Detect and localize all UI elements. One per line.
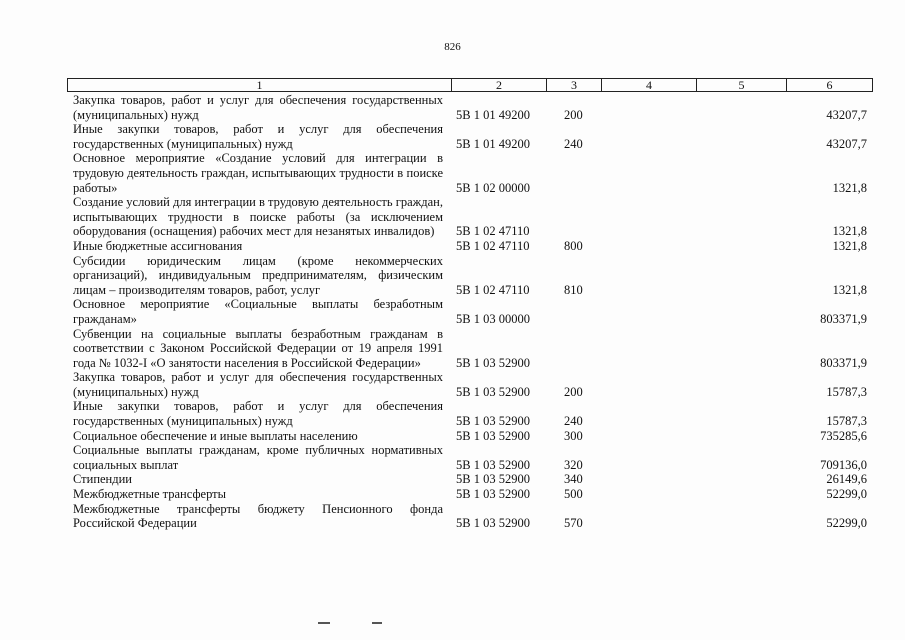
row-amount: 735285,6	[820, 428, 867, 443]
row-amount: 1321,8	[832, 180, 867, 195]
row-expense-type: 340	[564, 472, 583, 487]
row-code: 5В 1 03 52900	[456, 414, 530, 429]
row-name: Стипендии	[73, 472, 132, 487]
header-col-2: 2	[451, 79, 546, 91]
row-code: 5В 1 03 52900	[456, 428, 530, 443]
table-row	[0, 472, 905, 487]
row-name: Иные закупки товаров, работ и услуг для обеспечения государственных (муниципальных) нужд	[73, 122, 443, 151]
row-amount: 1321,8	[832, 224, 867, 239]
row-code: 5В 1 01 49200	[456, 136, 530, 151]
row-expense-type: 200	[564, 384, 583, 399]
row-amount: 1321,8	[832, 282, 867, 297]
row-name: Субвенции на социальные выплаты безработным гражданам в соответствии с Законом Российской Федерации от 19 апреля 1991 года № 1032-I «О занятости населения в Российской Федерации»	[73, 326, 443, 370]
header-col-5: 5	[696, 79, 786, 91]
row-amount: 26149,6	[826, 472, 867, 487]
row-amount: 43207,7	[826, 107, 867, 122]
row-code: 5В 1 03 00000	[456, 311, 530, 326]
row-code: 5В 1 03 52900	[456, 384, 530, 399]
row-name: Социальное обеспечение и иные выплаты населению	[73, 428, 358, 443]
row-name: Межбюджетные трансферты	[73, 487, 227, 502]
row-amount: 709136,0	[820, 457, 867, 472]
row-expense-type: 200	[564, 107, 583, 122]
scan-mark	[372, 622, 382, 624]
table-row	[0, 487, 905, 502]
header-col-3: 3	[546, 79, 601, 91]
table-body	[0, 93, 905, 531]
row-code: 5В 1 03 52900	[456, 472, 530, 487]
row-code: 5В 1 02 47110	[456, 238, 530, 253]
header-col-6: 6	[786, 79, 872, 91]
row-code: 5В 1 03 52900	[456, 487, 530, 502]
row-code: 5В 1 02 00000	[456, 180, 530, 195]
row-amount: 803371,9	[820, 311, 867, 326]
row-amount: 1321,8	[832, 238, 867, 253]
table-row	[0, 327, 905, 371]
table-row	[0, 151, 905, 195]
row-expense-type: 570	[564, 516, 583, 531]
table-row	[0, 122, 905, 151]
row-expense-type: 500	[564, 487, 583, 502]
table-row	[0, 370, 905, 399]
header-col-4: 4	[601, 79, 696, 91]
row-code: 5В 1 03 52900	[456, 355, 530, 370]
row-expense-type: 810	[564, 282, 583, 297]
row-name: Создание условий для интеграции в трудовую деятельность граждан, испытывающих трудности в поиске работы (за исключением оборудования (оснащения) рабочих мест для незанятых инвалидов)	[73, 195, 443, 239]
table-header	[67, 78, 873, 92]
row-name: Межбюджетные трансферты бюджету Пенсионного фонда Российской Федерации	[73, 501, 443, 531]
row-name: Закупка товаров, работ и услуг для обеспечения государственных (муниципальных) нужд	[73, 93, 443, 122]
row-code: 5В 1 01 49200	[456, 107, 530, 122]
row-name: Иные закупки товаров, работ и услуг для обеспечения государственных (муниципальных) нужд	[73, 399, 443, 429]
table-row	[0, 443, 905, 472]
row-expense-type: 300	[564, 428, 583, 443]
table-row	[0, 93, 905, 122]
row-expense-type: 320	[564, 457, 583, 472]
row-amount: 15787,3	[826, 384, 867, 399]
page-number: 826	[444, 41, 461, 53]
row-expense-type: 240	[564, 414, 583, 429]
table-row	[0, 429, 905, 444]
table-row	[0, 399, 905, 428]
row-name: Закупка товаров, работ и услуг для обеспечения государственных (муниципальных) нужд	[73, 370, 443, 399]
row-name: Основное мероприятие «Социальные выплаты безработным гражданам»	[73, 297, 443, 326]
table-row	[0, 239, 905, 254]
row-amount: 15787,3	[826, 414, 867, 429]
row-name: Иные бюджетные ассигнования	[73, 238, 243, 253]
row-amount: 803371,9	[820, 355, 867, 370]
row-amount: 52299,0	[826, 487, 867, 502]
table-row	[0, 195, 905, 239]
row-code: 5В 1 03 52900	[456, 516, 530, 531]
row-name: Субсидии юридическим лицам (кроме некоммерческих организаций), индивидуальным предпринимателям, физическим лицам – производителям товаров, работ, услуг	[73, 253, 443, 297]
table-row	[0, 297, 905, 326]
row-expense-type: 800	[564, 238, 583, 253]
table-row	[0, 254, 905, 298]
row-code: 5В 1 02 47110	[456, 224, 530, 239]
scan-mark	[318, 622, 330, 624]
row-code: 5В 1 03 52900	[456, 457, 530, 472]
row-name: Социальные выплаты гражданам, кроме публичных нормативных социальных выплат	[73, 443, 443, 472]
row-name: Основное мероприятие «Создание условий для интеграции в трудовую деятельность граждан, испытывающих трудности в поиске работы»	[73, 151, 443, 195]
row-amount: 52299,0	[826, 516, 867, 531]
row-code: 5В 1 02 47110	[456, 282, 530, 297]
row-amount: 43207,7	[826, 136, 867, 151]
row-expense-type: 240	[564, 136, 583, 151]
header-col-1: 1	[256, 78, 263, 92]
table-row	[0, 502, 905, 531]
